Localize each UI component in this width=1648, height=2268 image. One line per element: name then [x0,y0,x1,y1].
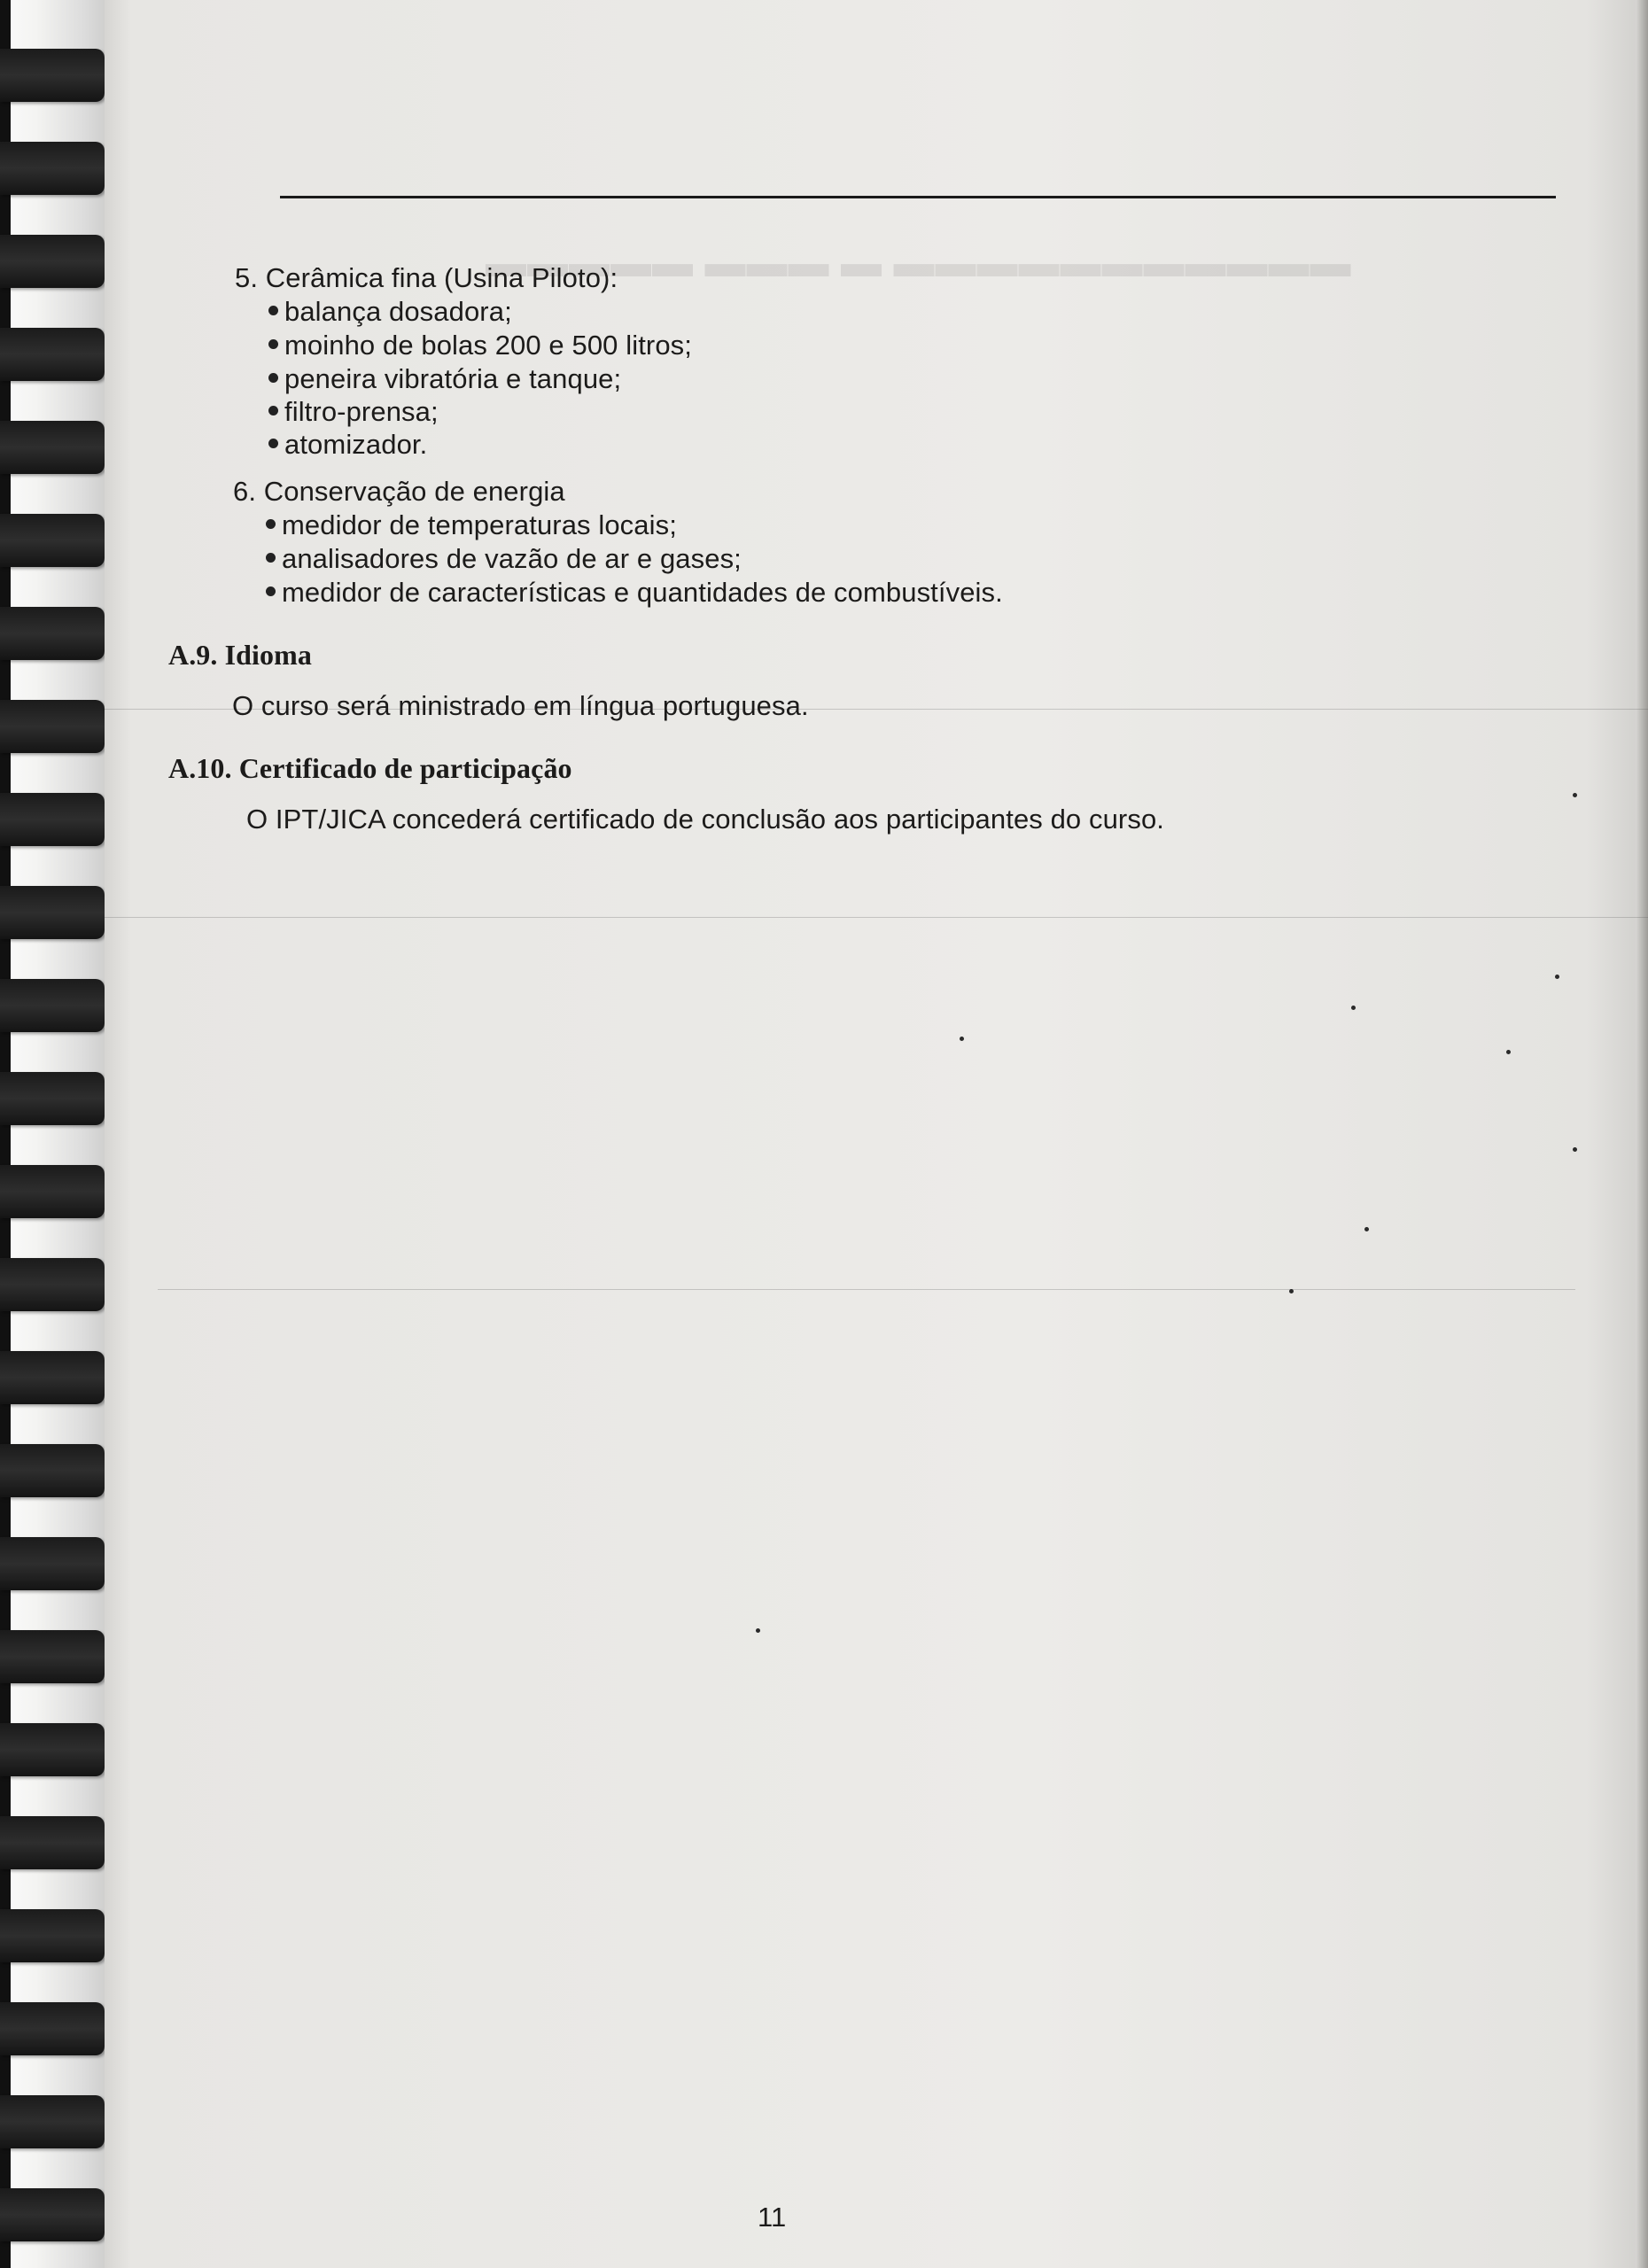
binder-ring [0,2188,105,2241]
binder-ring [0,1537,105,1590]
fold-line [158,1289,1575,1290]
binder-ring [0,514,105,567]
section-a9-body: O curso será ministrado em língua portuguesa. [232,690,809,721]
page-number: 11 [758,2202,787,2233]
list-item: peneira vibratória e tanque; [268,362,621,396]
list-item: balança dosadora; [268,295,512,329]
binder-ring [0,49,105,102]
dust-speck [1364,1227,1369,1231]
binder-ring [0,1630,105,1683]
binder-ring [0,1165,105,1218]
section-6-heading: 6. Conservação de energia [233,476,565,507]
section-5-heading: 5. Cerâmica fina (Usina Piloto): [235,262,618,293]
binder-ring [0,607,105,660]
binder-ring [0,2002,105,2055]
binder-ring [0,1909,105,1962]
fold-line [105,917,1648,918]
binder-ring [0,700,105,753]
show-through-heading: ▬▬▬▬▬ ▬▬▬ ▬ ▬▬▬▬▬▬▬▬▬▬▬ [486,240,1352,285]
dust-speck [1555,975,1559,979]
binder-ring [0,979,105,1032]
list-item: atomizador. [268,428,427,462]
dust-speck [1506,1050,1511,1054]
binder-ring [0,421,105,474]
list-item: filtro-prensa; [268,395,439,429]
list-item: medidor de características e quantidades de combustíveis. [266,576,1003,610]
list-item: analisadores de vazão de ar e gases; [266,542,742,576]
dust-speck [1573,1147,1577,1152]
page-edge [1636,0,1648,2268]
list-item: medidor de temperaturas locais; [266,509,677,542]
binder-ring [0,1723,105,1776]
binder-ring [0,328,105,381]
dust-speck [756,1628,760,1633]
binder-ring [0,793,105,846]
binder-ring [0,886,105,939]
dust-speck [1351,1006,1356,1010]
binder-ring [0,1351,105,1404]
binder-ring [0,142,105,195]
dust-speck [960,1037,964,1041]
binder-ring [0,1072,105,1125]
binder-ring [0,1258,105,1311]
list-item: moinho de bolas 200 e 500 litros; [268,329,692,362]
binder-ring [0,1816,105,1869]
binder-ring [0,1444,105,1497]
header-rule [280,196,1556,198]
binder-ring [0,2095,105,2148]
dust-speck [1573,793,1577,797]
section-a9-heading: A.9. Idioma [168,639,313,671]
dust-speck [1289,1289,1294,1293]
section-a10-heading: A.10. Certificado de participação [168,752,572,784]
binder-ring [0,235,105,288]
section-a10-body: O IPT/JICA concederá certificado de conclusão aos participantes do curso. [246,804,1165,835]
